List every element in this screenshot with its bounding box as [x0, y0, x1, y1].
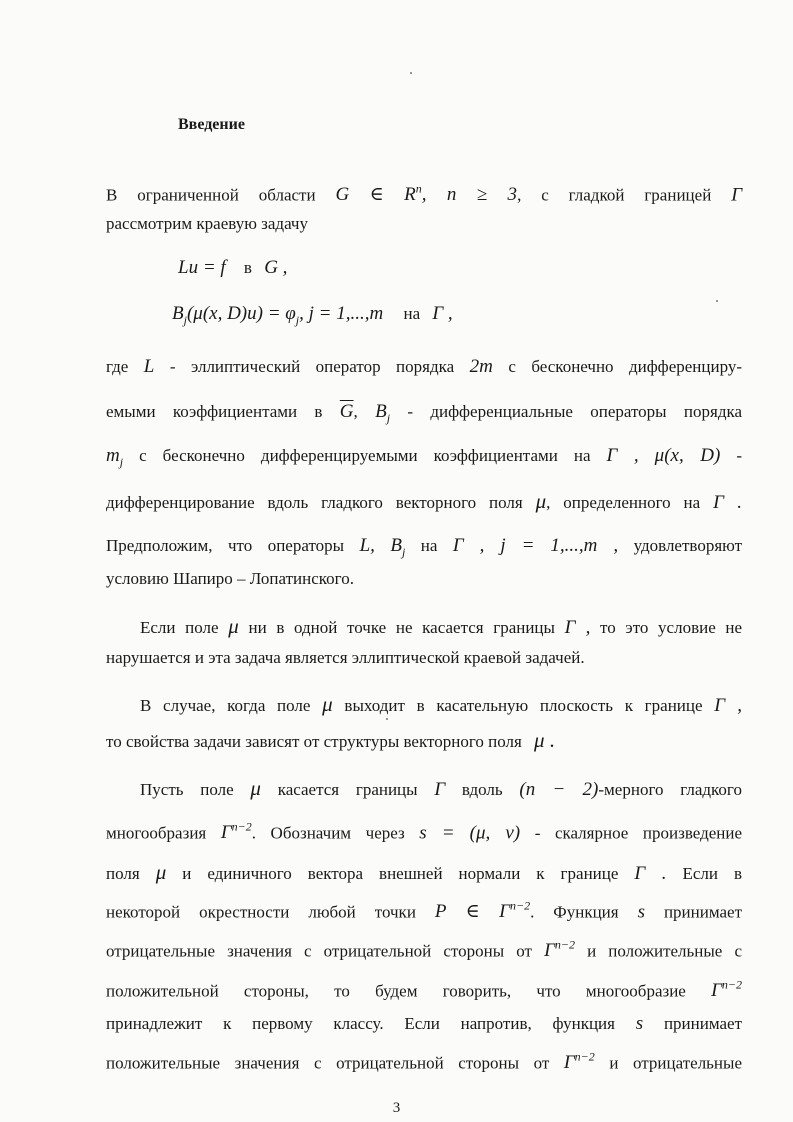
- formula: μ: [155, 860, 167, 884]
- formula-text: Γ: [563, 1052, 575, 1074]
- formula: L: [143, 356, 155, 377]
- text: где: [106, 357, 129, 376]
- text: - дифференциальные операторы порядка: [407, 402, 743, 421]
- text: и положительные с: [587, 941, 743, 961]
- formula: Lu = f: [178, 257, 226, 278]
- section-heading: Введение: [178, 116, 245, 133]
- formula-text: Γ: [711, 980, 722, 1002]
- text-line: [106, 728, 555, 753]
- text-line: [140, 614, 742, 639]
- text: - скалярное произведение: [534, 823, 743, 843]
- text-line: [106, 978, 742, 1002]
- text: с бесконечно дифференцируемыми коэффициентами на: [139, 446, 591, 465]
- page-number: 3: [392, 1100, 401, 1116]
- equation-1: [178, 257, 287, 279]
- text: поля: [106, 864, 140, 883]
- formula: μ: [322, 692, 333, 716]
- text: принимает: [663, 1014, 743, 1033]
- formula: Γ , j = 1,...,m ,: [452, 535, 619, 556]
- formula-text: G ∈ R: [335, 184, 416, 206]
- formula: Γ ,: [714, 695, 743, 716]
- text-line: нарушается и эта задача является эллиптической краевой задачей.: [106, 648, 585, 667]
- text: и отрицательные: [609, 1053, 742, 1073]
- formula: Γ: [731, 184, 743, 206]
- formula: [544, 940, 575, 961]
- formula: [106, 445, 124, 469]
- text: принимает: [663, 902, 743, 922]
- text-line: [106, 401, 742, 426]
- formula: [172, 303, 384, 327]
- formula-sup: n−2: [721, 978, 743, 992]
- text: отрицательные значения с отрицательной стороны от: [106, 941, 532, 961]
- formula-text: Γ: [544, 940, 555, 962]
- text-line: [106, 182, 742, 206]
- formula: 2m: [469, 356, 493, 377]
- text-line: [106, 489, 742, 514]
- equation-2: [172, 303, 453, 328]
- text: положительной стороны, то будем говорить, что многообразие: [106, 981, 686, 1001]
- formula-text: B: [172, 303, 184, 324]
- formula: [375, 401, 391, 425]
- formula-text: P ∈ Γ: [434, 901, 510, 923]
- formula: s = (μ, ν): [419, 822, 521, 844]
- formula: μ(x, D): [654, 445, 721, 466]
- text: -мерного гладкого: [598, 780, 742, 799]
- formula: [335, 184, 517, 205]
- formula: Γ ,: [564, 617, 591, 638]
- formula-sup: n: [415, 182, 422, 196]
- formula-sub: j: [386, 410, 391, 425]
- text: выходит в касательную плоскость к границе: [344, 696, 703, 715]
- formula: s: [637, 901, 645, 923]
- text: Если в: [682, 864, 743, 883]
- text-line: [106, 820, 742, 844]
- formula-text: Γ: [220, 822, 232, 844]
- formula: [711, 980, 742, 1001]
- formula-text: , j = 1,...,m: [299, 303, 384, 324]
- text: - эллиптический оператор порядка: [169, 357, 455, 376]
- text: дифференцирование вдоль гладкого векторного поля: [106, 493, 523, 512]
- formula: Γ ,: [606, 445, 639, 466]
- text: ни в одной точке не касается границы: [248, 618, 555, 637]
- text: в: [243, 258, 252, 277]
- formula-text: , n ≥ 3: [421, 184, 518, 206]
- formula-sub: j: [295, 312, 300, 327]
- text: то свойства задачи зависят от структуры векторного поля: [106, 732, 522, 751]
- formula-text: (μ(x, D)u) = φ: [186, 303, 296, 324]
- text: Пусть поле: [140, 780, 234, 799]
- formula: [564, 1052, 595, 1073]
- formula: μ: [228, 614, 239, 638]
- text: емыми коэффициентами в: [106, 402, 323, 421]
- formula-sub: j: [119, 454, 124, 469]
- formula-sub: j: [183, 312, 187, 327]
- text: касается границы: [277, 780, 418, 799]
- formula: μ: [535, 489, 547, 513]
- text-line: [106, 899, 742, 923]
- text-line: рассмотрим краевую задачу: [106, 214, 308, 233]
- text: многообразия: [106, 823, 207, 843]
- text-line: [106, 356, 742, 378]
- text: удовлетворяют: [633, 536, 743, 555]
- formula: μ .: [534, 728, 556, 752]
- formula-sup: n−2: [509, 899, 531, 913]
- formula-text: (n − 2): [519, 779, 599, 800]
- formula: [390, 535, 406, 559]
- formula-text: B: [390, 535, 402, 556]
- text: , определенного на: [546, 493, 701, 512]
- formula: Γ: [434, 779, 446, 800]
- text: , с гладкой границей: [517, 185, 712, 205]
- text-line: [140, 692, 742, 717]
- formula: [435, 901, 530, 922]
- text-line: условию Шапиро – Лопатинского.: [106, 569, 354, 588]
- text-line: [106, 938, 742, 962]
- text: В случае, когда поле: [140, 696, 311, 715]
- text: и единичного вектора внешней нормали к границе: [182, 864, 619, 883]
- text: В ограниченной области: [106, 185, 316, 205]
- formula-text: B: [375, 401, 387, 422]
- formula: Γ ,: [432, 303, 453, 324]
- text-line: [106, 445, 742, 470]
- text: на: [403, 304, 421, 323]
- text-line: [106, 1013, 742, 1035]
- formula: s: [635, 1013, 644, 1034]
- text-line: [106, 1050, 742, 1074]
- text: ,: [353, 402, 358, 421]
- formula: Γ .: [634, 863, 667, 884]
- text: то это условие не: [600, 618, 743, 637]
- scan-speck: [716, 300, 718, 302]
- text: с бесконечно дифференциру-: [508, 357, 743, 376]
- formula: L,: [359, 535, 375, 556]
- text: -: [736, 446, 742, 465]
- scan-speck: [386, 718, 388, 720]
- text: на: [420, 536, 438, 555]
- formula-sub: j: [401, 544, 406, 559]
- formula: Γ .: [713, 492, 743, 513]
- text-line: [106, 535, 742, 560]
- text: некоторой окрестности любой точки: [106, 902, 416, 922]
- text: положительные значения с отрицательной стороны от: [106, 1053, 550, 1073]
- text: Если поле: [140, 618, 219, 637]
- formula: μ: [250, 776, 261, 800]
- text: . Функция: [530, 902, 619, 922]
- text-line: [106, 860, 742, 885]
- formula-text: m: [106, 445, 120, 466]
- formula: [221, 822, 252, 843]
- text: Предположим, что операторы: [106, 536, 345, 555]
- text-line: [140, 776, 742, 801]
- formula: G ,: [264, 257, 288, 278]
- formula: $\overline{G}$: [339, 401, 354, 422]
- text: вдоль: [461, 780, 503, 799]
- formula-sup: n−2: [574, 1050, 595, 1064]
- text: принадлежит к первому классу. Если напротив, функция: [106, 1014, 615, 1033]
- formula-sup: n−2: [231, 820, 252, 834]
- formula: [519, 779, 598, 800]
- scan-speck: [410, 72, 412, 74]
- text: . Обозначим через: [251, 823, 405, 843]
- formula-sup: n−2: [554, 938, 575, 952]
